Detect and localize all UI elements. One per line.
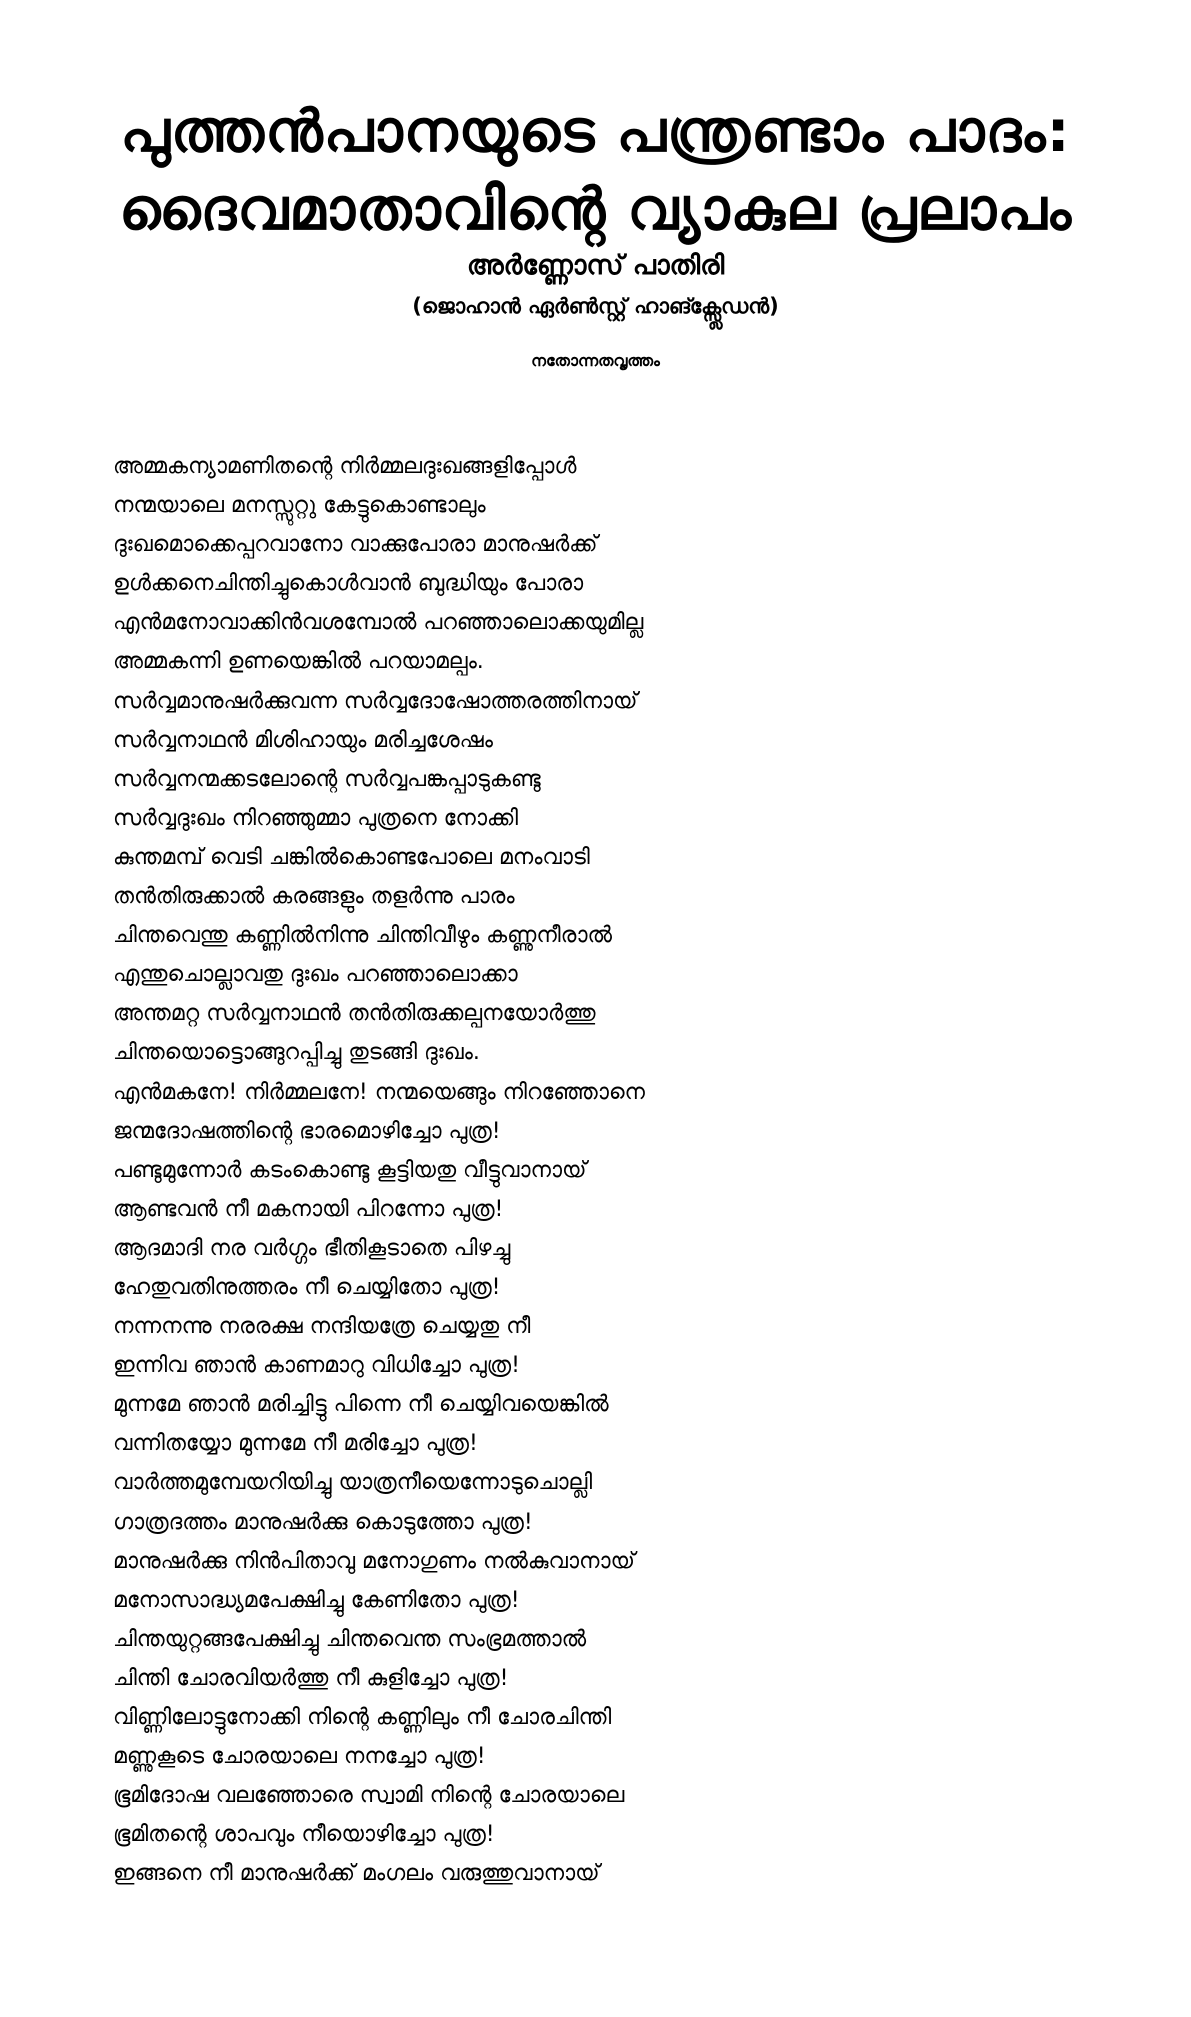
verse-line: ചിന്തവെന്തു കണ്ണിൽനിന്നു ചിന്തിവീഴും കണ്ണുനീരാൽ xyxy=(113,923,613,949)
meter-label: നതോന്നതവൃത്തം xyxy=(531,351,660,370)
verse-line: കുന്തമമ്പ് വെടി ചങ്കിൽകൊണ്ടപോലെ മനംവാടി xyxy=(113,844,590,870)
verse-line: ജന്മദോഷത്തിന്റെ ഭാരമൊഴിച്ചോ പുത്ര! xyxy=(113,1118,501,1144)
verse-line: മനോസാദ്ധ്യമപേക്ഷിച്ചു കേണിതോ പുത്ര! xyxy=(113,1587,520,1613)
verse-line: പണ്ടുമുന്നോർ കടംകൊണ്ടു കൂട്ടിയതു വീട്ടുവാനായ് xyxy=(113,1157,587,1183)
verse-line: വിണ്ണിലോട്ടുനോക്കി നിന്റെ കണ്ണിലും നീ ചോരചിന്തി xyxy=(113,1705,612,1730)
verse-line: നന്മയാലെ മനസ്സുറ്റു കേട്ടുകൊണ്ടാലും xyxy=(113,493,486,519)
title-line-2: ദൈവമാതാവിന്റെ വ്യാകുല പ്രലാപം xyxy=(118,175,1073,243)
verse-line: സർവ്വദുഃഖം നിറഞ്ഞുമ്മാ പുത്രനെ നോക്കി xyxy=(113,805,518,831)
verse-line: ഭൂമിദോഷ വലഞ്ഞോരെ സ്വാമി നിന്റെ ചോരയാലെ xyxy=(113,1783,625,1809)
verse-line: ചിന്തയുറ്റങ്ങപേക്ഷിച്ചു ചിന്തവെന്ത സംഭ്രമത്താൽ xyxy=(113,1626,587,1652)
verse-line: വന്നിതയ്യോ മുന്നമേ നീ മരിച്ചോ പുത്ര! xyxy=(113,1431,478,1457)
verse-line: സർവ്വമാനുഷർക്കുവന്ന സർവ്വദോഷോത്തരത്തിനായ് xyxy=(113,688,638,714)
verse-line: എൻമനോവാക്കിൻവശമ്പോൽ പറഞ്ഞാലൊക്കയുമില്ല xyxy=(113,610,644,636)
verse-line: ഹേതുവതിനുത്തരം നീ ചെയ്യിതോ പുത്ര! xyxy=(113,1274,501,1300)
verse-line: സർവ്വനന്മക്കടലോന്റെ സർവ്വപങ്കപ്പാടുകണ്ടു xyxy=(113,766,541,792)
verse-line: ആണ്ടവൻ നീ മകനായി പിറന്നോ പുത്ര! xyxy=(113,1196,504,1222)
verse-line: തൻതിരുക്കാൽ കരങ്ങളും തളർന്നു പാരം xyxy=(113,884,515,910)
verse-line: എൻമകനേ! നിർമ്മലനേ! നന്മയെങ്ങും നിറഞ്ഞോനെ xyxy=(113,1079,645,1105)
title-line-1: പുത്തൻപാനയുടെ പന്ത്രണ്ടാം പാദം: xyxy=(120,97,1071,165)
verse-line: ഭൂമിതന്റെ ശാപവും നീയൊഴിച്ചോ പുത്ര! xyxy=(113,1822,495,1848)
page-title xyxy=(0,92,1191,248)
verse-line: എന്തുചൊല്ലാവതു ദുഃഖം പറഞ്ഞാലൊക്കാ xyxy=(113,962,518,988)
verse-line: നന്നനന്നു നരരക്ഷ നന്ദിയത്രേ ചെയ്യതു നീ xyxy=(113,1314,531,1340)
verse-line: സർവ്വനാഥൻ മിശിഹായും മരിച്ചശേഷം xyxy=(113,727,493,753)
verse-line: മുന്നമേ ഞാൻ മരിച്ചിട്ടു പിന്നെ നീ ചെയ്യിവയെങ്കിൽ xyxy=(113,1392,609,1418)
author-name: അർണ്ണോസ് പാതിരി xyxy=(466,250,725,281)
verse-line: ഉൾക്കനെചിന്തിച്ചുകൊൾവാൻ ബുദ്ധിയും പോരാ xyxy=(113,571,584,597)
verse-line: മണ്ണുകൂടെ ചോരയാലെ നനച്ചോ പുത്ര! xyxy=(113,1744,486,1770)
verse-line: അന്തമറ്റ സർവ്വനാഥൻ തൻതിരുക്കല്പനയോർത്തു xyxy=(113,1001,596,1027)
verse-line: വാർത്തമുമ്പേയറിയിച്ചു യാത്രനീയെന്നോടുചൊല്ലി xyxy=(113,1470,593,1496)
verse-line: അമ്മകന്നി ഉണയെങ്കിൽ പറയാമല്പം. xyxy=(113,649,484,675)
verse-line: ഇന്നിവ ഞാൻ കാണമാറു വിധിച്ചോ പുത്ര! xyxy=(113,1353,520,1379)
verse-line: മാനുഷർക്കു നിൻപിതാവു മനോഗുണം നൽകുവാനായ് xyxy=(113,1548,636,1574)
verse-line: ആദമാദി നര വർഗ്ഗം ഭീതികൂടാതെ പിഴച്ചു xyxy=(113,1235,511,1261)
verse-line: ചിന്തയൊട്ടൊങ്ങുറപ്പിച്ചു തുടങ്ങി ദുഃഖം. xyxy=(113,1040,480,1066)
verse-line: ദുഃഖമൊക്കെപ്പറവാനോ വാക്കുപോരാ മാനുഷർക്ക് xyxy=(113,532,598,558)
verse-list xyxy=(113,447,1113,1893)
author-full-name: (ജൊഹാൻ ഏർൺസ്റ്റ് ഹാങ്ക്സ്ലേഡൻ) xyxy=(412,294,779,318)
verse-line: ചിന്തി ചോരവിയർത്തു നീ കുളിച്ചോ പുത്ര! xyxy=(113,1665,509,1691)
verse-line: അമ്മകന്യാമണിതന്റെ നിർമ്മലദുഃഖങ്ങളിപ്പോൾ xyxy=(113,454,577,479)
verse-line: ഇങ്ങനെ നീ മാനുഷർക്ക് മംഗലം വരുത്തുവാനായ് xyxy=(113,1861,600,1887)
verse-line: ഗാത്രദത്തം മാനുഷർക്കു കൊടുത്തോ പുത്ര! xyxy=(113,1509,533,1535)
